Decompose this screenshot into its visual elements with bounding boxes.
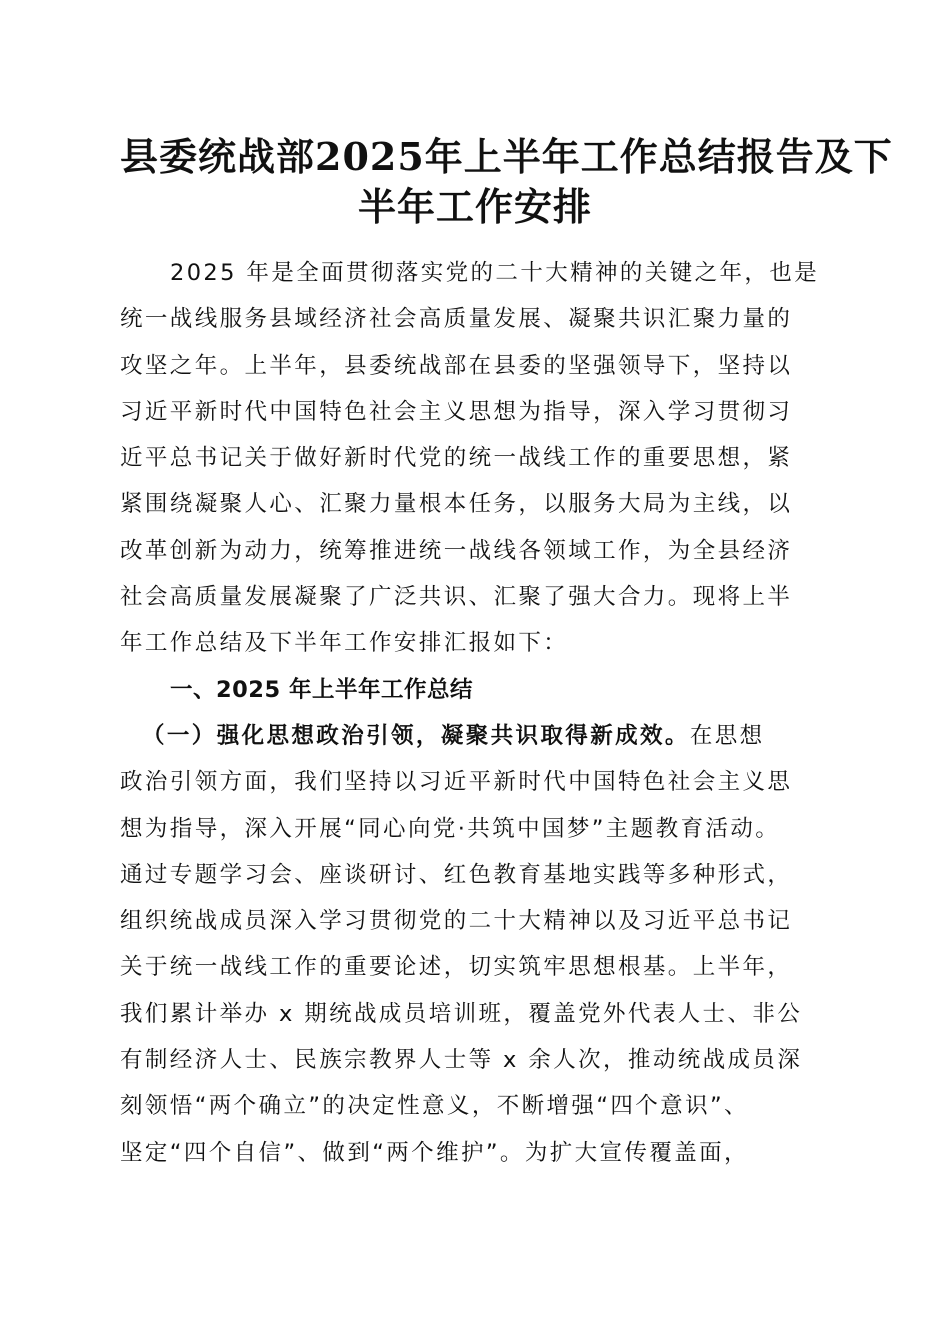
text-line: 攻坚之年。上半年，县委统战部在县委的坚强领导下，坚持以 bbox=[120, 352, 793, 379]
text-line: 刻领悟“两个确立”的决定性意义，不断增强“四个意识”、 bbox=[120, 1093, 749, 1120]
text-line: 我们累计举办 x 期统战成员培训班，覆盖党外代表人士、非公 bbox=[120, 1000, 803, 1027]
text-line: 有制经济人士、民族宗教界人士等 x 余人次，推动统战成员深 bbox=[120, 1047, 803, 1074]
text-line: 想为指导，深入开展“同心向党·共筑中国梦”主题教育活动。 bbox=[120, 815, 781, 842]
text-line: 紧围绕凝聚人心、汇聚力量根本任务，以服务大局为主线，以 bbox=[120, 491, 793, 518]
text-fragment: 在思想 bbox=[689, 722, 765, 749]
document-body bbox=[120, 250, 835, 1176]
text-line: 坚定“四个自信”、做到“两个维护”。为扩大宣传覆盖面， bbox=[120, 1139, 749, 1166]
text-line bbox=[120, 713, 835, 759]
text-line: 习近平新时代中国特色社会主义思想为指导，深入学习贯彻习 bbox=[120, 398, 793, 425]
document-title bbox=[120, 132, 893, 232]
text-line: 年工作总结及下半年工作安排汇报如下： bbox=[120, 630, 569, 657]
section-heading: 一、2025 年上半年工作总结 bbox=[170, 676, 473, 703]
text-line: 组织统战成员深入学习贯彻党的二十大精神以及习近平总书记 bbox=[120, 908, 793, 935]
intro-paragraph bbox=[120, 250, 835, 667]
text-line: 2025 年是全面贯彻落实党的二十大精神的关键之年，也是 bbox=[170, 260, 820, 286]
subsection-paragraph bbox=[120, 713, 835, 1176]
subsection-heading: （一）强化思想政治引领，凝聚共识取得新成效。 bbox=[142, 722, 690, 749]
title-line: 半年工作安排 bbox=[357, 184, 592, 229]
text-line: 社会高质量发展凝聚了广泛共识、汇聚了强大合力。现将上半 bbox=[120, 584, 793, 611]
text-line: 通过专题学习会、座谈研讨、红色教育基地实践等多种形式， bbox=[120, 861, 793, 888]
text-line: 关于统一战线工作的重要论述，切实筑牢思想根基。上半年， bbox=[120, 954, 793, 981]
title-line: 县委统战部2025年上半年工作总结报告及下 bbox=[120, 134, 893, 179]
text-line: 统一战线服务县域经济社会高质量发展、凝聚共识汇聚力量的 bbox=[120, 306, 793, 333]
text-line: 近平总书记关于做好新时代党的统一战线工作的重要思想，紧 bbox=[120, 445, 793, 472]
text-line: 改革创新为动力，统筹推进统一战线各领域工作，为全县经济 bbox=[120, 537, 793, 564]
text-line: 政治引领方面，我们坚持以习近平新时代中国特色社会主义思 bbox=[120, 769, 793, 796]
